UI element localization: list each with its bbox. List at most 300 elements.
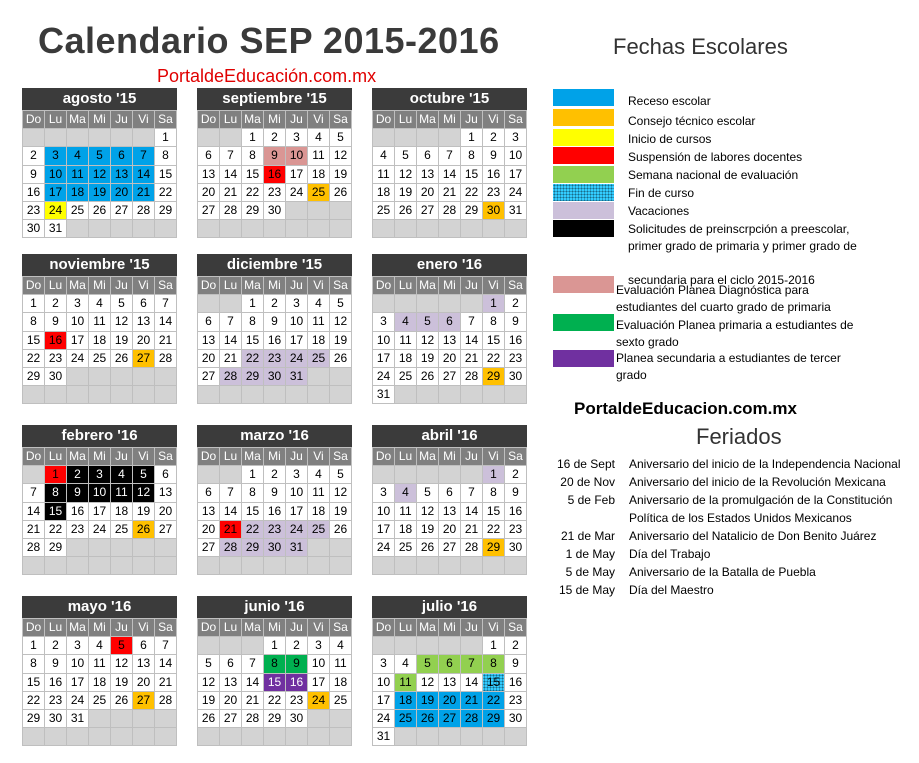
day-cell[interactable]: 25 — [395, 368, 417, 386]
day-cell[interactable]: 26 — [417, 539, 439, 557]
day-cell[interactable]: 26 — [89, 202, 111, 220]
day-cell[interactable]: 25 — [308, 184, 330, 202]
day-cell[interactable]: 10 — [286, 147, 308, 165]
day-cell[interactable]: 29 — [242, 368, 264, 386]
day-cell[interactable]: 12 — [330, 484, 352, 502]
day-cell[interactable]: 5 — [330, 295, 352, 313]
day-cell[interactable]: 23 — [505, 521, 527, 539]
day-cell[interactable]: 11 — [373, 166, 395, 184]
day-cell[interactable]: 1 — [461, 129, 483, 147]
day-cell[interactable]: 14 — [439, 166, 461, 184]
day-cell[interactable]: 14 — [220, 332, 242, 350]
day-cell[interactable]: 8 — [461, 147, 483, 165]
day-cell[interactable]: 28 — [439, 202, 461, 220]
day-cell[interactable]: 30 — [483, 202, 505, 220]
day-cell[interactable]: 18 — [308, 166, 330, 184]
day-cell[interactable]: 25 — [330, 692, 352, 710]
day-cell[interactable]: 17 — [67, 674, 89, 692]
day-cell[interactable]: 24 — [505, 184, 527, 202]
day-cell[interactable]: 14 — [155, 313, 177, 331]
day-cell[interactable]: 6 — [198, 147, 220, 165]
day-cell[interactable]: 6 — [133, 295, 155, 313]
day-cell[interactable]: 16 — [505, 674, 527, 692]
day-cell[interactable]: 2 — [483, 129, 505, 147]
day-cell[interactable]: 15 — [23, 674, 45, 692]
day-cell[interactable]: 8 — [483, 313, 505, 331]
day-cell[interactable]: 25 — [308, 350, 330, 368]
day-cell[interactable]: 7 — [220, 313, 242, 331]
day-cell[interactable]: 22 — [483, 521, 505, 539]
day-cell[interactable]: 31 — [67, 710, 89, 728]
day-cell[interactable]: 28 — [155, 350, 177, 368]
day-cell[interactable]: 2 — [264, 129, 286, 147]
day-cell[interactable]: 16 — [264, 503, 286, 521]
day-cell[interactable]: 27 — [133, 692, 155, 710]
day-cell[interactable]: 10 — [373, 674, 395, 692]
day-cell[interactable]: 24 — [45, 202, 67, 220]
day-cell[interactable]: 25 — [395, 539, 417, 557]
day-cell[interactable]: 18 — [373, 184, 395, 202]
day-cell[interactable]: 11 — [111, 484, 133, 502]
day-cell[interactable]: 29 — [23, 710, 45, 728]
day-cell[interactable]: 7 — [461, 655, 483, 673]
day-cell[interactable]: 4 — [330, 637, 352, 655]
day-cell[interactable]: 8 — [242, 484, 264, 502]
day-cell[interactable]: 27 — [133, 350, 155, 368]
day-cell[interactable]: 23 — [505, 350, 527, 368]
day-cell[interactable]: 27 — [155, 521, 177, 539]
day-cell[interactable]: 28 — [220, 202, 242, 220]
day-cell[interactable]: 23 — [483, 184, 505, 202]
day-cell[interactable]: 11 — [308, 147, 330, 165]
day-cell[interactable]: 1 — [264, 637, 286, 655]
day-cell[interactable]: 13 — [439, 674, 461, 692]
day-cell[interactable]: 5 — [330, 466, 352, 484]
day-cell[interactable]: 27 — [198, 368, 220, 386]
day-cell[interactable]: 30 — [505, 710, 527, 728]
day-cell[interactable]: 22 — [483, 692, 505, 710]
day-cell[interactable]: 8 — [23, 313, 45, 331]
day-cell[interactable]: 20 — [439, 521, 461, 539]
day-cell[interactable]: 21 — [23, 521, 45, 539]
day-cell[interactable]: 18 — [330, 674, 352, 692]
day-cell[interactable]: 15 — [23, 332, 45, 350]
day-cell[interactable]: 17 — [373, 350, 395, 368]
day-cell[interactable]: 11 — [89, 313, 111, 331]
day-cell[interactable]: 16 — [67, 503, 89, 521]
day-cell[interactable]: 2 — [45, 637, 67, 655]
day-cell[interactable]: 1 — [155, 129, 177, 147]
day-cell[interactable]: 4 — [395, 655, 417, 673]
day-cell[interactable]: 22 — [242, 521, 264, 539]
day-cell[interactable]: 3 — [373, 313, 395, 331]
day-cell[interactable]: 28 — [220, 368, 242, 386]
day-cell[interactable]: 31 — [286, 368, 308, 386]
day-cell[interactable]: 24 — [286, 350, 308, 368]
day-cell[interactable]: 26 — [330, 521, 352, 539]
day-cell[interactable]: 6 — [417, 147, 439, 165]
day-cell[interactable]: 26 — [330, 350, 352, 368]
day-cell[interactable]: 3 — [286, 466, 308, 484]
day-cell[interactable]: 29 — [155, 202, 177, 220]
day-cell[interactable]: 25 — [111, 521, 133, 539]
day-cell[interactable]: 3 — [308, 637, 330, 655]
day-cell[interactable]: 23 — [264, 521, 286, 539]
day-cell[interactable]: 21 — [242, 692, 264, 710]
day-cell[interactable]: 3 — [89, 466, 111, 484]
day-cell[interactable]: 6 — [439, 655, 461, 673]
day-cell[interactable]: 17 — [373, 521, 395, 539]
day-cell[interactable]: 16 — [505, 503, 527, 521]
day-cell[interactable]: 5 — [330, 129, 352, 147]
day-cell[interactable]: 8 — [242, 313, 264, 331]
day-cell[interactable]: 21 — [220, 521, 242, 539]
day-cell[interactable]: 27 — [439, 368, 461, 386]
day-cell[interactable]: 19 — [89, 184, 111, 202]
day-cell[interactable]: 13 — [133, 313, 155, 331]
day-cell[interactable]: 2 — [264, 466, 286, 484]
day-cell[interactable]: 27 — [417, 202, 439, 220]
day-cell[interactable]: 9 — [505, 484, 527, 502]
day-cell[interactable]: 9 — [45, 655, 67, 673]
day-cell[interactable]: 6 — [220, 655, 242, 673]
day-cell[interactable]: 4 — [89, 295, 111, 313]
day-cell[interactable]: 9 — [23, 166, 45, 184]
day-cell[interactable]: 1 — [242, 295, 264, 313]
day-cell[interactable]: 5 — [111, 295, 133, 313]
day-cell[interactable]: 27 — [439, 539, 461, 557]
day-cell[interactable]: 1 — [23, 295, 45, 313]
day-cell[interactable]: 1 — [23, 637, 45, 655]
day-cell[interactable]: 6 — [133, 637, 155, 655]
day-cell[interactable]: 31 — [373, 386, 395, 404]
day-cell[interactable]: 3 — [505, 129, 527, 147]
day-cell[interactable]: 3 — [286, 295, 308, 313]
day-cell[interactable]: 9 — [264, 484, 286, 502]
day-cell[interactable]: 3 — [45, 147, 67, 165]
day-cell[interactable]: 3 — [67, 637, 89, 655]
day-cell[interactable]: 23 — [505, 692, 527, 710]
day-cell[interactable]: 7 — [461, 484, 483, 502]
day-cell[interactable]: 24 — [89, 521, 111, 539]
day-cell[interactable]: 4 — [373, 147, 395, 165]
day-cell[interactable]: 22 — [23, 692, 45, 710]
day-cell[interactable]: 14 — [220, 503, 242, 521]
day-cell[interactable]: 18 — [308, 503, 330, 521]
day-cell[interactable]: 13 — [439, 332, 461, 350]
day-cell[interactable]: 17 — [286, 332, 308, 350]
day-cell[interactable]: 30 — [45, 710, 67, 728]
day-cell[interactable]: 19 — [330, 503, 352, 521]
day-cell[interactable]: 2 — [505, 637, 527, 655]
day-cell[interactable]: 8 — [155, 147, 177, 165]
day-cell[interactable]: 21 — [461, 521, 483, 539]
day-cell[interactable]: 25 — [67, 202, 89, 220]
day-cell[interactable]: 3 — [373, 484, 395, 502]
day-cell[interactable]: 8 — [45, 484, 67, 502]
day-cell[interactable]: 1 — [483, 295, 505, 313]
day-cell[interactable]: 21 — [155, 332, 177, 350]
day-cell[interactable]: 4 — [111, 466, 133, 484]
day-cell[interactable]: 14 — [23, 503, 45, 521]
day-cell[interactable]: 29 — [483, 710, 505, 728]
day-cell[interactable]: 20 — [133, 332, 155, 350]
day-cell[interactable]: 23 — [286, 692, 308, 710]
day-cell[interactable]: 17 — [89, 503, 111, 521]
day-cell[interactable]: 22 — [155, 184, 177, 202]
day-cell[interactable]: 23 — [45, 350, 67, 368]
day-cell[interactable]: 27 — [439, 710, 461, 728]
day-cell[interactable]: 16 — [286, 674, 308, 692]
day-cell[interactable]: 1 — [45, 466, 67, 484]
day-cell[interactable]: 20 — [133, 674, 155, 692]
day-cell[interactable]: 9 — [67, 484, 89, 502]
day-cell[interactable]: 15 — [483, 674, 505, 692]
day-cell[interactable]: 24 — [373, 368, 395, 386]
day-cell[interactable]: 18 — [395, 521, 417, 539]
day-cell[interactable]: 11 — [308, 313, 330, 331]
day-cell[interactable]: 30 — [264, 368, 286, 386]
day-cell[interactable]: 21 — [461, 692, 483, 710]
day-cell[interactable]: 20 — [198, 521, 220, 539]
day-cell[interactable]: 5 — [417, 484, 439, 502]
day-cell[interactable]: 19 — [330, 332, 352, 350]
day-cell[interactable]: 14 — [461, 332, 483, 350]
day-cell[interactable]: 25 — [308, 521, 330, 539]
day-cell[interactable]: 19 — [198, 692, 220, 710]
day-cell[interactable]: 16 — [23, 184, 45, 202]
day-cell[interactable]: 18 — [395, 350, 417, 368]
day-cell[interactable]: 19 — [133, 503, 155, 521]
day-cell[interactable]: 12 — [330, 147, 352, 165]
day-cell[interactable]: 26 — [198, 710, 220, 728]
day-cell[interactable]: 31 — [286, 539, 308, 557]
day-cell[interactable]: 5 — [198, 655, 220, 673]
day-cell[interactable]: 10 — [505, 147, 527, 165]
day-cell[interactable]: 29 — [242, 539, 264, 557]
day-cell[interactable]: 13 — [198, 503, 220, 521]
day-cell[interactable]: 28 — [133, 202, 155, 220]
day-cell[interactable]: 17 — [45, 184, 67, 202]
day-cell[interactable]: 12 — [395, 166, 417, 184]
day-cell[interactable]: 25 — [89, 350, 111, 368]
day-cell[interactable]: 20 — [439, 692, 461, 710]
day-cell[interactable]: 26 — [330, 184, 352, 202]
day-cell[interactable]: 11 — [67, 166, 89, 184]
day-cell[interactable]: 14 — [220, 166, 242, 184]
day-cell[interactable]: 18 — [395, 692, 417, 710]
day-cell[interactable]: 2 — [286, 637, 308, 655]
day-cell[interactable]: 12 — [89, 166, 111, 184]
day-cell[interactable]: 22 — [242, 350, 264, 368]
day-cell[interactable]: 26 — [417, 368, 439, 386]
day-cell[interactable]: 7 — [23, 484, 45, 502]
day-cell[interactable]: 30 — [45, 368, 67, 386]
day-cell[interactable]: 15 — [242, 332, 264, 350]
day-cell[interactable]: 2 — [23, 147, 45, 165]
day-cell[interactable]: 4 — [308, 295, 330, 313]
day-cell[interactable]: 17 — [308, 674, 330, 692]
day-cell[interactable]: 5 — [89, 147, 111, 165]
day-cell[interactable]: 7 — [439, 147, 461, 165]
day-cell[interactable]: 24 — [67, 350, 89, 368]
day-cell[interactable]: 15 — [242, 503, 264, 521]
day-cell[interactable]: 14 — [242, 674, 264, 692]
day-cell[interactable]: 30 — [264, 539, 286, 557]
day-cell[interactable]: 3 — [67, 295, 89, 313]
day-cell[interactable]: 29 — [45, 539, 67, 557]
day-cell[interactable]: 8 — [23, 655, 45, 673]
day-cell[interactable]: 19 — [417, 521, 439, 539]
day-cell[interactable]: 10 — [67, 313, 89, 331]
day-cell[interactable]: 1 — [242, 129, 264, 147]
day-cell[interactable]: 9 — [505, 655, 527, 673]
day-cell[interactable]: 12 — [417, 503, 439, 521]
day-cell[interactable]: 18 — [111, 503, 133, 521]
day-cell[interactable]: 29 — [483, 539, 505, 557]
day-cell[interactable]: 21 — [461, 350, 483, 368]
day-cell[interactable]: 9 — [264, 147, 286, 165]
day-cell[interactable]: 10 — [45, 166, 67, 184]
day-cell[interactable]: 20 — [111, 184, 133, 202]
day-cell[interactable]: 19 — [111, 674, 133, 692]
day-cell[interactable]: 4 — [308, 129, 330, 147]
day-cell[interactable]: 24 — [286, 184, 308, 202]
day-cell[interactable]: 12 — [417, 332, 439, 350]
day-cell[interactable]: 15 — [264, 674, 286, 692]
day-cell[interactable]: 26 — [395, 202, 417, 220]
day-cell[interactable]: 4 — [89, 637, 111, 655]
day-cell[interactable]: 30 — [505, 539, 527, 557]
day-cell[interactable]: 14 — [133, 166, 155, 184]
day-cell[interactable]: 6 — [155, 466, 177, 484]
day-cell[interactable]: 2 — [505, 295, 527, 313]
day-cell[interactable]: 27 — [198, 202, 220, 220]
day-cell[interactable]: 16 — [483, 166, 505, 184]
day-cell[interactable]: 8 — [483, 655, 505, 673]
day-cell[interactable]: 18 — [89, 674, 111, 692]
day-cell[interactable]: 20 — [198, 184, 220, 202]
day-cell[interactable]: 16 — [264, 166, 286, 184]
day-cell[interactable]: 2 — [505, 466, 527, 484]
day-cell[interactable]: 23 — [264, 184, 286, 202]
day-cell[interactable]: 29 — [461, 202, 483, 220]
day-cell[interactable]: 10 — [373, 332, 395, 350]
day-cell[interactable]: 27 — [220, 710, 242, 728]
day-cell[interactable]: 23 — [67, 521, 89, 539]
day-cell[interactable]: 1 — [242, 466, 264, 484]
day-cell[interactable]: 10 — [67, 655, 89, 673]
day-cell[interactable]: 3 — [373, 655, 395, 673]
day-cell[interactable]: 5 — [417, 313, 439, 331]
day-cell[interactable]: 17 — [286, 166, 308, 184]
day-cell[interactable]: 5 — [395, 147, 417, 165]
day-cell[interactable]: 16 — [45, 674, 67, 692]
day-cell[interactable]: 20 — [155, 503, 177, 521]
day-cell[interactable]: 13 — [198, 332, 220, 350]
day-cell[interactable]: 31 — [505, 202, 527, 220]
day-cell[interactable]: 21 — [220, 350, 242, 368]
day-cell[interactable]: 20 — [439, 350, 461, 368]
day-cell[interactable]: 20 — [198, 350, 220, 368]
day-cell[interactable]: 12 — [417, 674, 439, 692]
day-cell[interactable]: 11 — [330, 655, 352, 673]
day-cell[interactable]: 18 — [67, 184, 89, 202]
day-cell[interactable]: 9 — [286, 655, 308, 673]
day-cell[interactable]: 29 — [483, 368, 505, 386]
site-link-black[interactable]: PortaldeEducacion.com.mx — [574, 399, 797, 418]
day-cell[interactable]: 21 — [220, 184, 242, 202]
day-cell[interactable]: 10 — [286, 313, 308, 331]
day-cell[interactable]: 7 — [220, 147, 242, 165]
day-cell[interactable]: 12 — [198, 674, 220, 692]
day-cell[interactable]: 22 — [461, 184, 483, 202]
day-cell[interactable]: 15 — [45, 503, 67, 521]
day-cell[interactable]: 24 — [373, 710, 395, 728]
day-cell[interactable]: 16 — [45, 332, 67, 350]
day-cell[interactable]: 15 — [461, 166, 483, 184]
day-cell[interactable]: 21 — [439, 184, 461, 202]
day-cell[interactable]: 27 — [198, 539, 220, 557]
day-cell[interactable]: 24 — [286, 521, 308, 539]
day-cell[interactable]: 4 — [67, 147, 89, 165]
day-cell[interactable]: 19 — [395, 184, 417, 202]
site-link-red[interactable]: PortaldeEducación.com.mx — [157, 66, 377, 86]
day-cell[interactable]: 13 — [111, 166, 133, 184]
day-cell[interactable]: 24 — [67, 692, 89, 710]
day-cell[interactable]: 28 — [242, 710, 264, 728]
day-cell[interactable]: 11 — [395, 503, 417, 521]
day-cell[interactable]: 10 — [308, 655, 330, 673]
day-cell[interactable]: 7 — [133, 147, 155, 165]
day-cell[interactable]: 11 — [89, 655, 111, 673]
day-cell[interactable]: 19 — [330, 166, 352, 184]
day-cell[interactable]: 2 — [67, 466, 89, 484]
day-cell[interactable]: 13 — [220, 674, 242, 692]
day-cell[interactable]: 22 — [483, 350, 505, 368]
day-cell[interactable]: 7 — [155, 295, 177, 313]
day-cell[interactable]: 16 — [505, 332, 527, 350]
day-cell[interactable]: 29 — [242, 202, 264, 220]
day-cell[interactable]: 26 — [111, 692, 133, 710]
day-cell[interactable]: 17 — [286, 503, 308, 521]
day-cell[interactable]: 16 — [264, 332, 286, 350]
day-cell[interactable]: 8 — [242, 147, 264, 165]
day-cell[interactable]: 9 — [505, 313, 527, 331]
day-cell[interactable]: 7 — [461, 313, 483, 331]
day-cell[interactable]: 30 — [264, 202, 286, 220]
day-cell[interactable]: 21 — [155, 674, 177, 692]
day-cell[interactable]: 31 — [373, 728, 395, 746]
day-cell[interactable]: 11 — [308, 484, 330, 502]
day-cell[interactable]: 7 — [155, 637, 177, 655]
day-cell[interactable]: 14 — [461, 674, 483, 692]
day-cell[interactable]: 17 — [67, 332, 89, 350]
day-cell[interactable]: 18 — [89, 332, 111, 350]
day-cell[interactable]: 21 — [133, 184, 155, 202]
day-cell[interactable]: 1 — [483, 637, 505, 655]
day-cell[interactable]: 30 — [505, 368, 527, 386]
day-cell[interactable]: 20 — [220, 692, 242, 710]
day-cell[interactable]: 23 — [264, 350, 286, 368]
day-cell[interactable]: 24 — [308, 692, 330, 710]
day-cell[interactable]: 10 — [286, 484, 308, 502]
day-cell[interactable]: 13 — [155, 484, 177, 502]
day-cell[interactable]: 28 — [461, 539, 483, 557]
day-cell[interactable]: 22 — [45, 521, 67, 539]
day-cell[interactable]: 22 — [23, 350, 45, 368]
day-cell[interactable]: 19 — [111, 332, 133, 350]
